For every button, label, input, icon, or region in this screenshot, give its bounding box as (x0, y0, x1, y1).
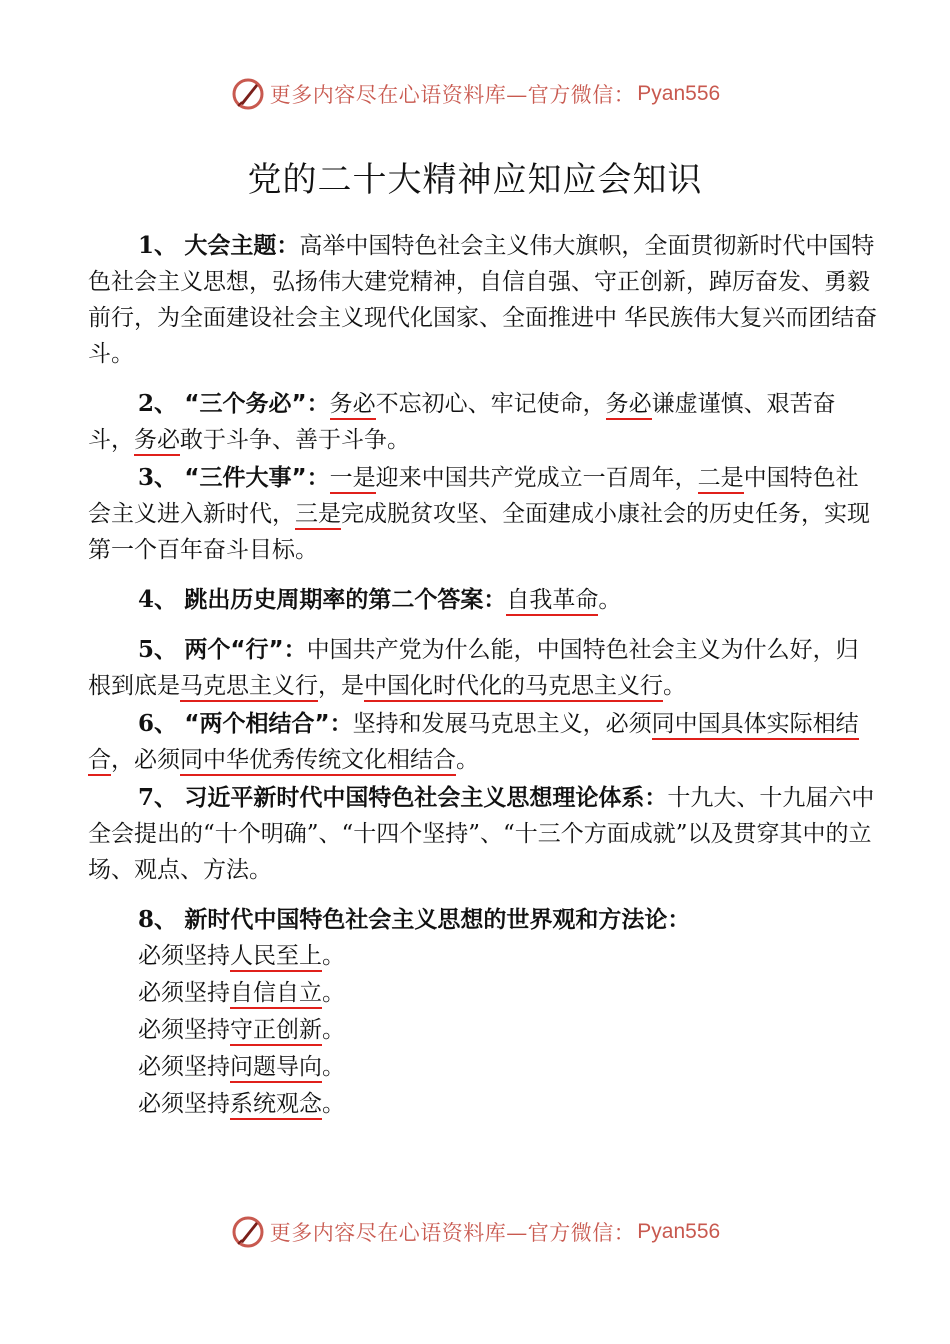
list-item: 必须坚持守正创新。 (88, 1012, 878, 1049)
banner-text: 更多内容尽在心语资料库—官方微信： (269, 1221, 636, 1245)
section-5: 5、 两个“行”：中国共产党为什么能，中国特色社会主义为什么好，归根到底是马克思主义行，是中国化时代化的马克思主义行。 (88, 632, 878, 704)
section-4: 4、 跳出历史周期率的第二个答案：自我革命。 (88, 582, 878, 618)
section-8-list (88, 938, 878, 1123)
quill-logo-icon (230, 76, 266, 112)
section-2: 2、 “三个务必”：务必不忘初心、牢记使命，务必谦虚谨慎、艰苦奋斗，务必敢于斗争、善于斗争。 (88, 386, 878, 458)
watermark-banner-bottom (0, 1212, 950, 1252)
section-8-heading: 8、 新时代中国特色社会主义思想的世界观和方法论： (138, 906, 691, 933)
banner-wechat-id: Pyan556 (637, 1220, 721, 1243)
banner-wechat-id: Pyan556 (637, 82, 721, 105)
section-1: 1、 大会主题：高举中国特色社会主义伟大旗帜，全面贯彻新时代中国特色社会主义思想，弘扬伟大建党精神，自信自强、守正创新，踔厉奋发、勇毅前行，为全面建设社会主义现代化国家、全面推进中 华民族伟大复兴而团结奋斗。 (88, 232, 878, 367)
document-body (88, 228, 878, 1123)
banner-text: 更多内容尽在心语资料库—官方微信： (269, 83, 636, 107)
document-title: 党的二十大精神应知应会知识 (247, 160, 703, 200)
section-3: 3、 “三件大事”：一是迎来中国共产党成立一百周年，二是中国特色社会主义进入新时代，三是完成脱贫攻坚、全面建成小康社会的历史任务，实现第一个百年奋斗目标。 (88, 464, 870, 563)
list-item: 必须坚持系统观念。 (88, 1086, 878, 1123)
list-item: 必须坚持自信自立。 (88, 975, 878, 1012)
watermark-banner-top (0, 74, 950, 114)
list-item: 必须坚持人民至上。 (88, 938, 878, 975)
section-6: 6、 “两个相结合”：坚持和发展马克思主义，必须同中国具体实际相结合，必须同中华优秀传统文化相结合。 (88, 706, 878, 778)
quill-logo-icon (230, 1214, 266, 1250)
section-7: 7、 习近平新时代中国特色社会主义思想理论体系：十九大、十九届六中全会提出的“十个明确”、“十四个坚持”、“十三个方面成就”以及贯穿其中的立场、观点、方法。 (88, 784, 875, 883)
list-item: 必须坚持问题导向。 (88, 1049, 878, 1086)
